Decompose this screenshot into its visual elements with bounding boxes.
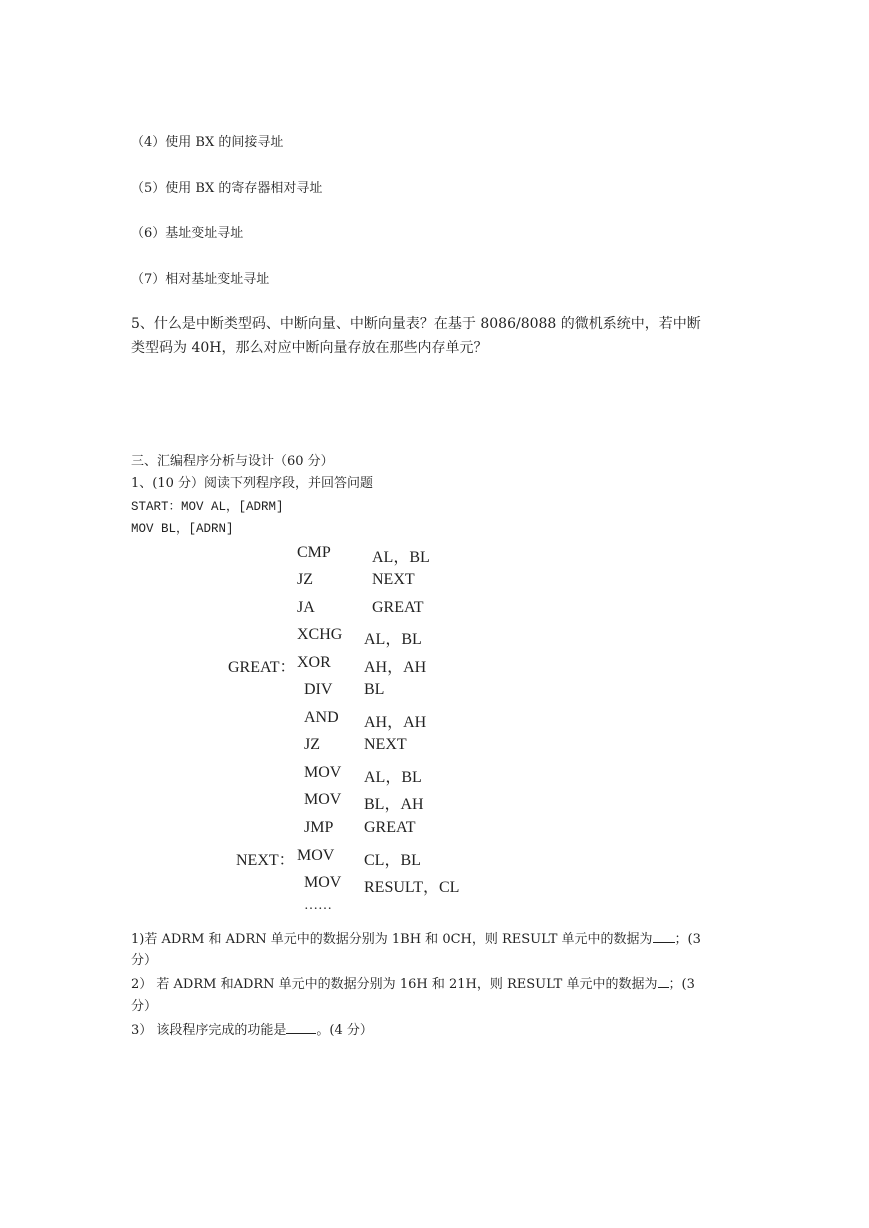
answer-2-blank[interactable] [658,975,669,988]
code-op: JA [297,599,315,616]
code-arg: RESULT，CL [364,879,460,896]
answer-1-points: ；(3 [674,932,701,947]
code-arg: GREAT [372,599,424,616]
answer-1-blank[interactable] [653,930,675,943]
code-op: DIV [304,681,333,698]
code-op: JZ [297,571,313,588]
question-5-line-1: 5、什么是中断类型码、中断向量、中断向量表？在基于 8086/8088 的微机系统中，若中断 [131,316,701,332]
answer-2-text: 2） 若 ADRM 和ADRN 单元中的数据分别为 16H 和 21H，则 RESULT 单元中的数据为 [131,977,658,992]
answer-2-continued: 分） [131,999,158,1014]
code-arg: BL，AH [364,796,424,813]
answer-3-text: 3） 该段程序完成的功能是 [131,1023,287,1038]
code-op: AND [304,709,339,726]
code-arg: CL，BL [364,852,421,869]
answer-3 [131,1019,373,1038]
answer-3-points: 。(4 分） [316,1023,373,1038]
code-arg: BL [364,681,385,698]
code-op: MOV [304,764,342,781]
answer-1-continued: 分） [131,953,158,968]
answer-2 [131,973,695,992]
item-5: （5）使用 BX 的寄存器相对寻址 [131,181,323,196]
question-5-line-2: 类型码为 40H，那么对应中断向量存放在那些内存单元？ [131,340,488,356]
section-3-title: 三、汇编程序分析与设计（60 分） [131,454,334,469]
code-ellipsis: …… [304,898,332,913]
code-label-great: GREAT： [228,659,296,676]
code-op: XOR [297,654,331,671]
code-arg: NEXT [372,571,415,588]
answer-1-text: 1)若 ADRM 和 ADRN 单元中的数据分别为 1BH 和 0CH，则 RESULT 单元中的数据为 [131,932,653,947]
code-start-line: START：MOV AL，[ADRM] [131,500,284,514]
code-label-next: NEXT： [236,852,295,869]
code-arg: AL，BL [364,769,422,786]
code-arg: AL，BL [364,631,422,648]
answer-3-blank[interactable] [286,1021,316,1034]
answer-2-points: ；(3 [668,977,695,992]
code-op: MOV [304,874,342,891]
answer-1 [131,928,701,947]
code-op: JMP [304,819,334,836]
code-op: CMP [297,544,331,561]
code-op: JZ [304,736,320,753]
code-arg: GREAT [364,819,416,836]
code-arg: AH，AH [364,714,427,731]
question-1-prompt: 1、(10 分）阅读下列程序段，并回答问题 [131,476,374,491]
code-arg: AH，AH [364,659,427,676]
item-7: （7）相对基址变址寻址 [131,272,270,287]
code-arg: NEXT [364,736,407,753]
code-op: XCHG [297,626,343,643]
item-6: （6）基址变址寻址 [131,226,244,241]
code-arg: AL，BL [372,549,430,566]
item-4: （4）使用 BX 的间接寻址 [131,135,284,150]
code-mov-line: MOV BL，[ADRN] [131,522,234,536]
code-op: MOV [297,847,335,864]
code-op: MOV [304,791,342,808]
